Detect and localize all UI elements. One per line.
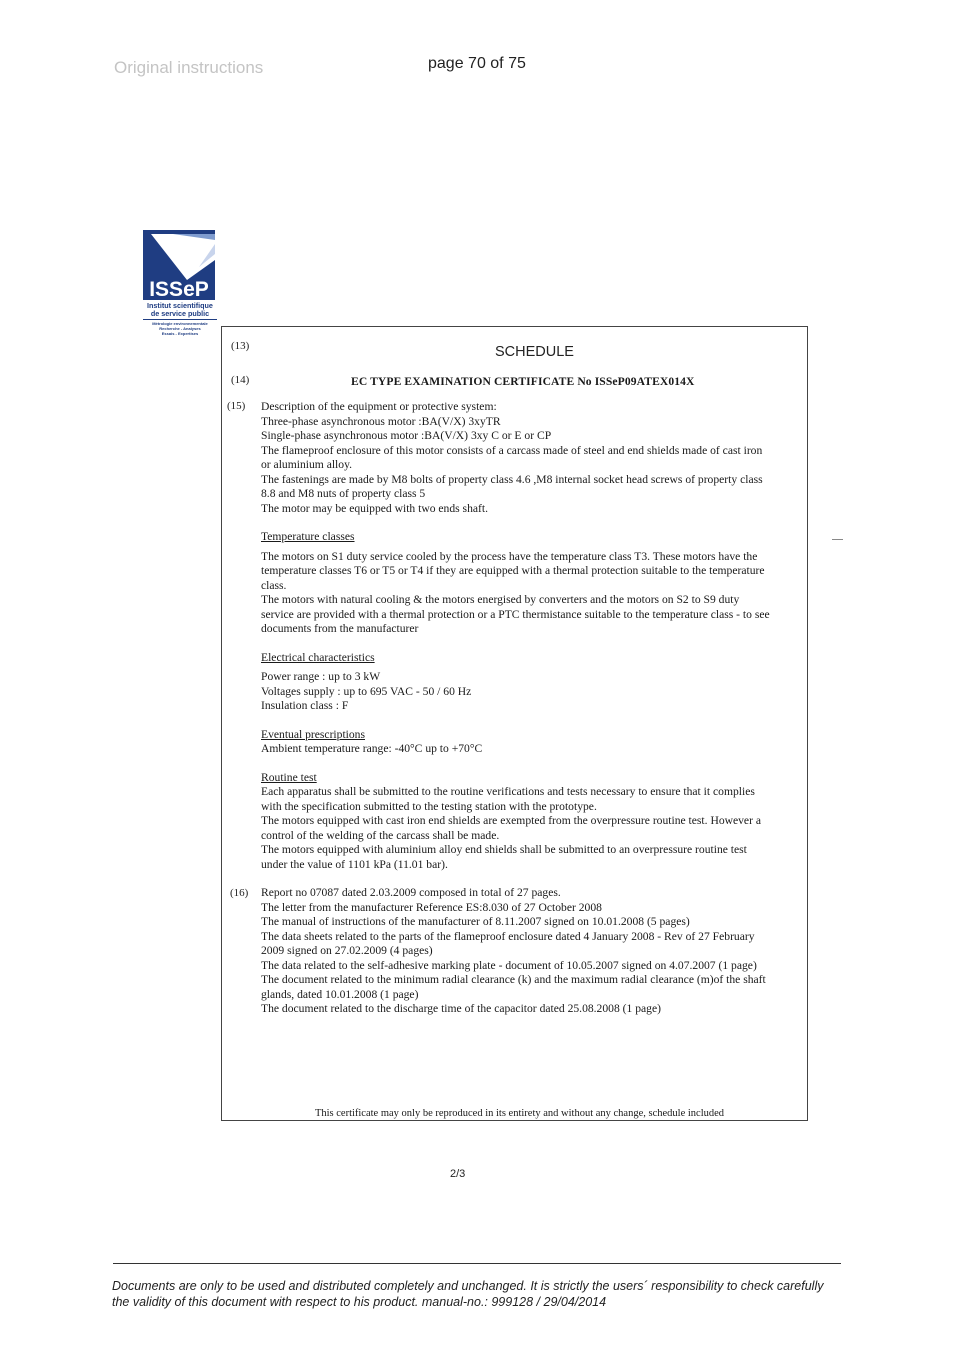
text-line: The letter from the manufacturer Reference ES:8.030 of 27 October 2008 [261, 900, 602, 914]
logo-line-1: Institut scientifique [147, 301, 213, 310]
text-line: The document related to the minimum radial clearance (k) and the maximum radial clearance (m)of the shaft [261, 973, 766, 986]
text-line: Three-phase asynchronous motor :BA(V/X) 3xyTR [261, 414, 501, 428]
text-line: 2009 signed on 27.02.2009 (4 pages) [261, 944, 433, 957]
temperature-classes-heading: Temperature classes [261, 530, 355, 543]
text-line: 8.8 and M8 nuts of property class 5 [261, 487, 426, 500]
text-line: control of the welding of the carcass shall be made. [261, 828, 500, 842]
routine-test-heading: Routine test [261, 770, 317, 784]
disclaimer-line-2: the validity of this document with respect to his product. manual-no.: 999128 / 29/04/2014 [112, 1295, 607, 1309]
disclaimer-line-1: Documents are only to be used and distributed completely and unchanged. It is strictly the users´ responsibility to check carefully [112, 1279, 824, 1293]
disclaimer [112, 1278, 852, 1310]
logo-wordmark: ISSeP [149, 278, 209, 300]
section-number-15: (15) [227, 400, 246, 412]
text-line: documents from the manufacturer [261, 622, 419, 635]
certificate-title: EC TYPE EXAMINATION CERTIFICATE No ISSeP09ATEX014X [351, 375, 695, 388]
text-line: The flameproof enclosure of this motor consists of a carcass made of steel and end shields made of cast iron [261, 443, 763, 457]
text-line: under the value of 1101 kPa (11.01 bar). [261, 857, 448, 871]
text-line: Power range : up to 3 kW [261, 670, 381, 683]
electrical-characteristics-text [261, 670, 806, 714]
certificate-body [261, 400, 806, 1017]
text-line: The fastenings are made by M8 bolts of property class 4.6 ,M8 internal socket head screws of property class [261, 472, 763, 486]
text-line: The document related to the discharge time of the capacitor dated 25.08.2008 (1 page) [261, 1002, 661, 1015]
footer-divider [113, 1263, 841, 1264]
routine-test-text [261, 785, 806, 872]
text-line: temperature classes T6 or T5 or T4 if they are equipped with a thermal protection suitable to the temperature [261, 564, 765, 577]
issep-logo-icon [143, 230, 215, 300]
section-number-14: (14) [231, 374, 250, 386]
text-line: The motors on S1 duty service cooled by the process have the temperature class T3. These motors have the [261, 549, 758, 563]
text-line: service are provided with a thermal protection or a PTC thermistance suitable to the temperature class - to see [261, 607, 770, 621]
text-line: The data related to the self-adhesive marking plate - document of 10.05.2007 signed on 4.07.2007 (1 page) [261, 958, 757, 972]
certificate-schedule-box [221, 326, 808, 1121]
text-line: Single-phase asynchronous motor :BA(V/X) 3xy C or E or CP [261, 429, 552, 442]
text-line: Ambient temperature range: -40°C up to +70°C [261, 742, 483, 755]
text-line: Insulation class : F [261, 699, 349, 712]
text-line: Voltages supply : up to 695 VAC - 50 / 60 Hz [261, 684, 472, 698]
text-line: class. [261, 578, 287, 592]
text-line: or aluminium alloy. [261, 458, 353, 471]
text-line: The motors equipped with aluminium alloy end shields shall be submitted to an overpressure routine test [261, 843, 747, 856]
temperature-classes-text [261, 550, 806, 637]
text-line: Description of the equipment or protective system: [261, 400, 497, 413]
text-line: The motors with natural cooling & the motors energised by converters and the motors on S2 to S9 duty [261, 593, 740, 606]
logo-line-5: Essais - Expertises [161, 331, 199, 336]
certificate-page-number: 2/3 [450, 1168, 466, 1180]
section-number-13: (13) [231, 340, 250, 352]
electrical-characteristics-heading: Electrical characteristics [261, 650, 375, 664]
text-line: The manual of instructions of the manufacturer of 8.11.2007 signed on 10.01.2008 (5 pages) [261, 915, 690, 928]
logo-line-4: Recherche - Analyses [159, 326, 201, 331]
logo-divider [143, 319, 217, 320]
eventual-prescriptions-heading: Eventual prescriptions [261, 727, 365, 741]
section-15-description [261, 400, 806, 516]
reproduction-note: This certificate may only be reproduced in its entirety and without any change, schedule included [314, 1108, 725, 1119]
text-line: glands, dated 10.01.2008 (1 page) [261, 987, 419, 1001]
issep-logo [143, 230, 217, 336]
text-line: Each apparatus shall be submitted to the routine verifications and tests necessary to ensure that it complies [261, 785, 755, 798]
section-16-documents [261, 886, 806, 1017]
schedule-title: SCHEDULE [495, 344, 574, 360]
section-number-16: (16) [230, 887, 249, 899]
logo-line-3: Métrologie environnementale [152, 321, 208, 326]
text-line: The motor may be equipped with two ends shaft. [261, 501, 488, 515]
text-line: Report no 07087 dated 2.03.2009 composed in total of 27 pages. [261, 886, 561, 899]
original-instructions-label: Original instructions [114, 58, 264, 77]
text-line: with the specification submitted to the testing station with the prototype. [261, 799, 597, 813]
margin-dash [832, 539, 843, 540]
text-line: The data sheets related to the parts of the flameproof enclosure dated 4 January 2008 - Rev of 27 February [261, 929, 755, 943]
logo-line-2: de service public [150, 309, 210, 318]
page-number: page 70 of 75 [428, 55, 526, 72]
text-line: The motors equipped with cast iron end shields are exempted from the overpressure routine test. However a [261, 814, 761, 827]
